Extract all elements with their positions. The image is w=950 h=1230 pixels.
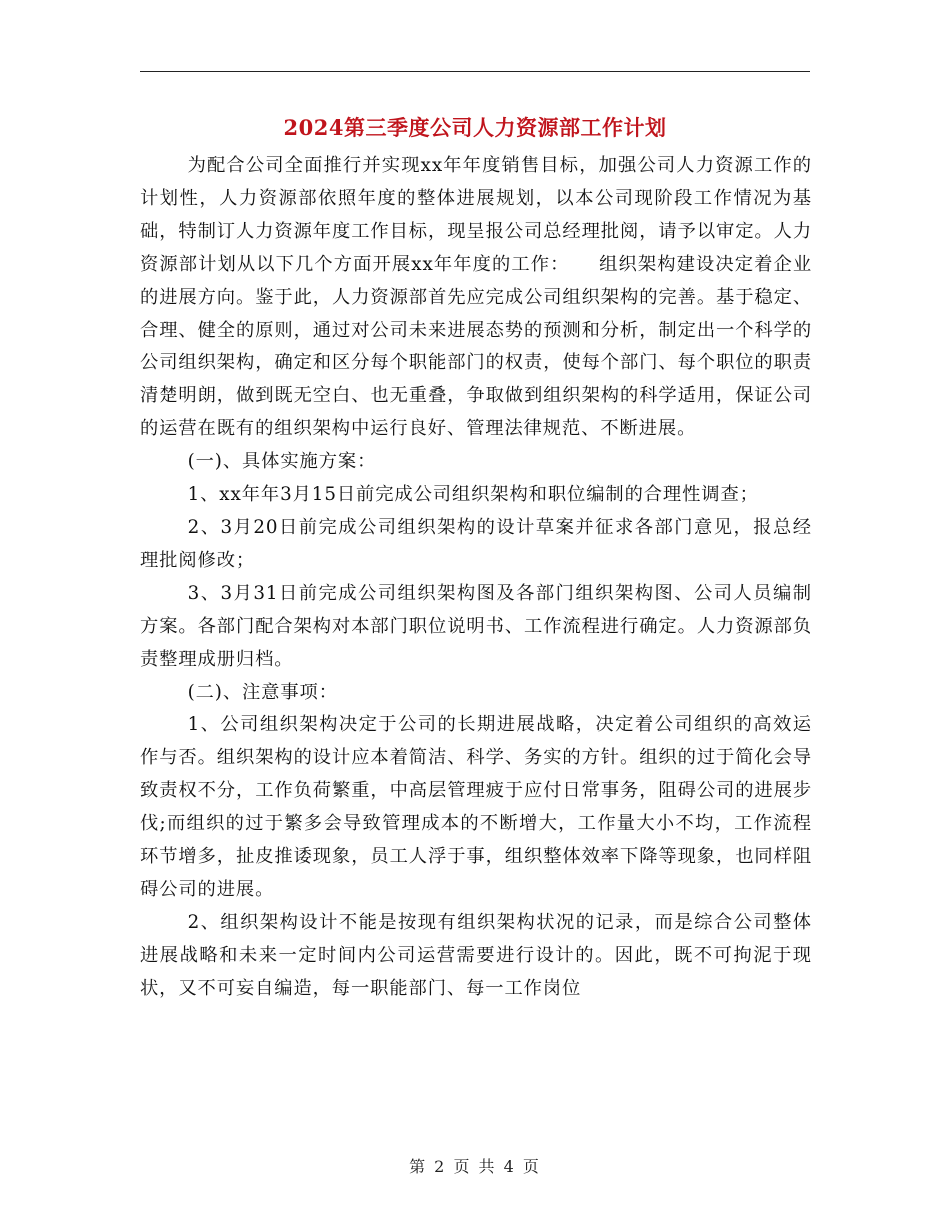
document-title: 2024第三季度公司人力资源部工作计划 [283,115,667,140]
implementation-item-2: 2、3月20日前完成公司组织架构的设计草案并征求各部门意见，报总经理批阅修改； [140,516,812,571]
page-number: 第 2 页 共 4 页 [409,1157,541,1176]
intro-paragraph: 为配合公司全面推行并实现xx年年度销售目标，加强公司人力资源工作的计划性，人力资源部依照年度的整体进展规划，以本公司现阶段工作情况为基础，特制订人力资源年度工作目标，现呈报公司总经理批阅，请予以审定。人力资源部计划从以下几个方面开展xx年年度的工作： 组织架构建设决定着企业的进展方向。鉴于此，人力资源部首先应完成公司组织架构的完善。基于稳定、合理、健全的原则，通过对公司未来进展态势的预测和分析，制定出一个科学的公司组织架构，确定和区分每个职能部门的权责，使每个部门、每个职位的职责清楚明朗，做到既无空白、也无重叠，争取做到组织架构的科学适用，保证公司的运营在既有的组织架构中运行良好、管理法律规范、不断进展。 [140,155,812,440]
section-heading-implementation: (一)、具体实施方案： [187,451,377,473]
implementation-item-3: 3、3月31日前完成公司组织架构图及各部门组织架构图、公司人员编制方案。各部门配合架构对本部门职位说明书、工作流程进行确定。人力资源部负责整理成册归档。 [140,582,812,670]
implementation-item-1: 1、xx年年3月15日前完成公司组织架构和职位编制的合理性调查； [187,484,759,506]
notes-item-1: 1、公司组织架构决定于公司的长期进展战略，决定着公司组织的高效运作与否。组织架构的设计应本着简洁、科学、务实的方针。组织的过于简化会导致责权不分，工作负荷繁重，中高层管理疲于应付日常事务，阻碍公司的进展步伐;而组织的过于繁多会导致管理成本的不断增大，工作量大小不均，工作流程环节增多，扯皮推诿现象，员工人浮于事，组织整体效率下降等现象，也同样阻碍公司的进展。 [140,714,812,900]
header-rule [140,71,810,72]
document-body [140,150,812,1006]
notes-item-2: 2、组织架构设计不能是按现有组织架构状况的记录，而是综合公司整体进展战略和未来一定时间内公司运营需要进行设计的。因此，既不可拘泥于现状，又不可妄自编造，每一职能部门、每一工作岗位 [140,911,812,999]
section-heading-notes: (二)、注意事项： [187,681,338,703]
